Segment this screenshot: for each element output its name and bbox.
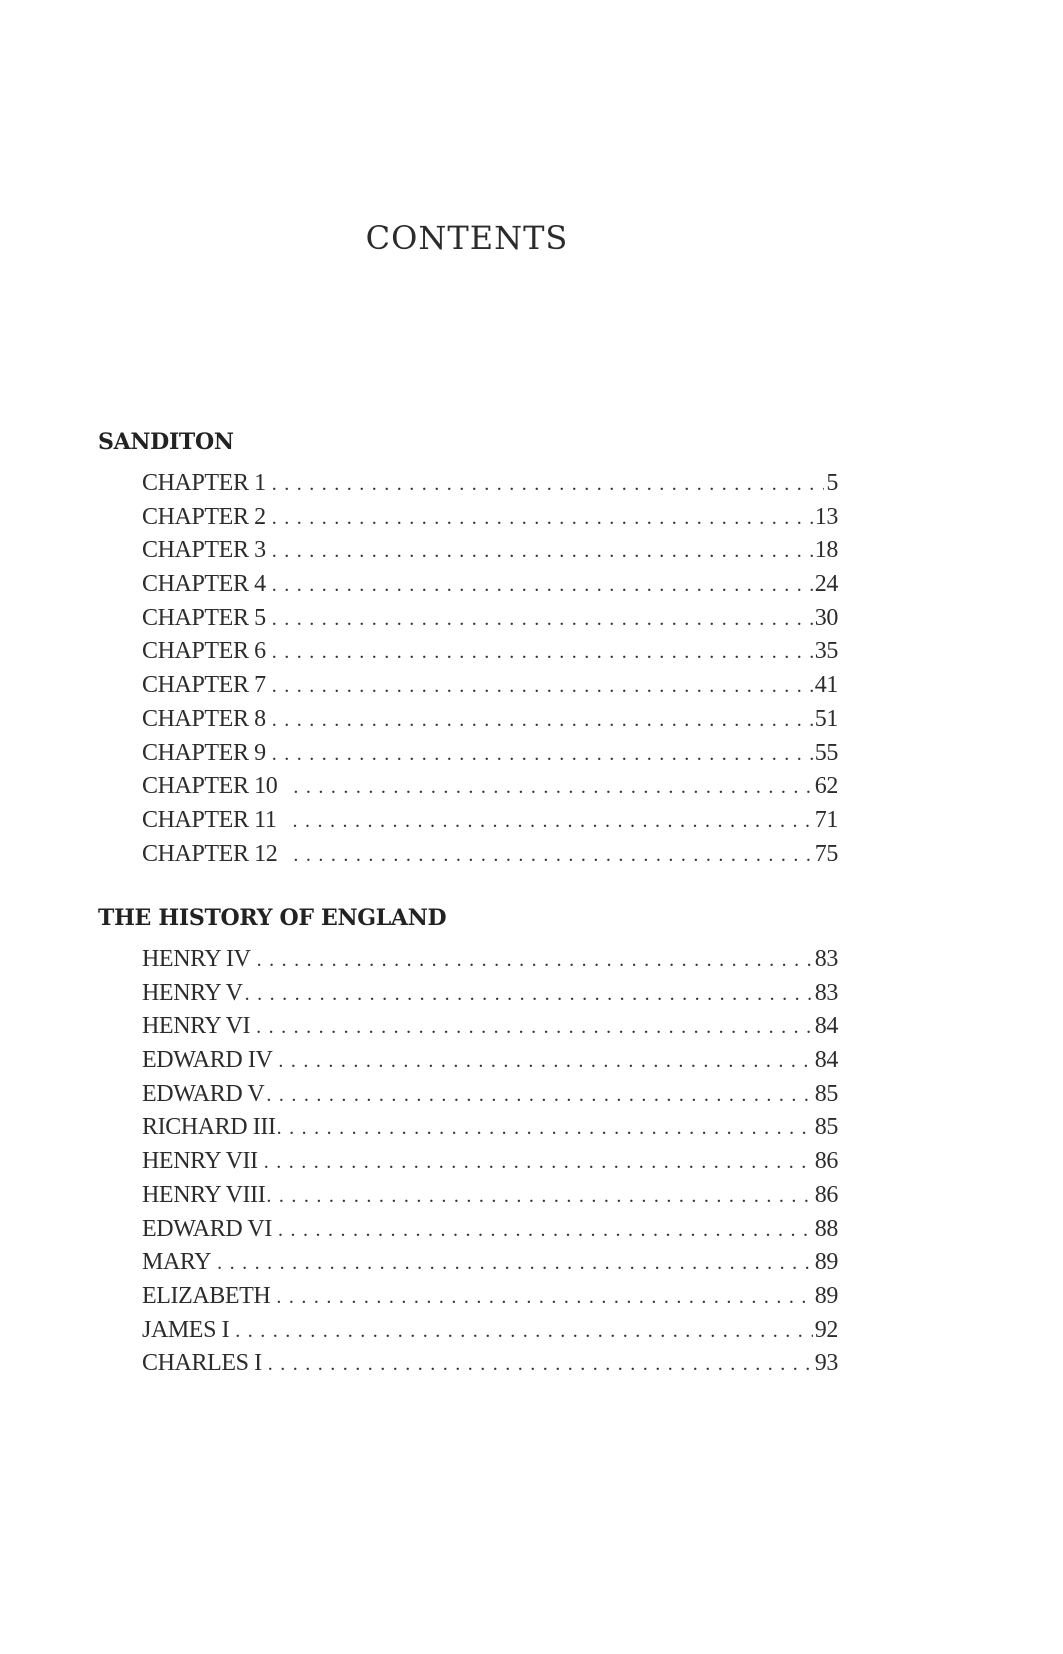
- entry-page-number: 18: [814, 537, 838, 564]
- entry-page-number: 92: [814, 1316, 838, 1343]
- entry-page-number: 88: [814, 1215, 838, 1242]
- entry-label: EDWARD V: [142, 1080, 265, 1107]
- entry-label: CHARLES I: [142, 1350, 262, 1377]
- entry-page-number: 41: [814, 672, 838, 699]
- entry-label: CHAPTER 7: [142, 672, 266, 699]
- entry-label: HENRY V: [142, 979, 243, 1006]
- dot-leader: [276, 1281, 812, 1315]
- dot-leader: [257, 944, 813, 978]
- entry-page-number: 30: [814, 604, 838, 631]
- entry-label: CHAPTER 5: [142, 604, 266, 631]
- toc-entry[interactable]: [142, 1010, 838, 1044]
- entry-page-number: 85: [814, 1080, 838, 1107]
- entry-page-number: 89: [814, 1282, 838, 1309]
- entry-label: CHAPTER 4: [142, 571, 266, 598]
- entry-label: CHAPTER 1: [142, 470, 266, 496]
- entry-label: EDWARD VI: [142, 1215, 272, 1242]
- toc-entry[interactable]: [142, 737, 838, 771]
- dot-leader: [272, 535, 813, 569]
- section-sanditon: [98, 426, 838, 871]
- toc-list: [98, 467, 838, 871]
- dot-leader: [272, 636, 813, 670]
- toc-entry[interactable]: [142, 770, 838, 804]
- dot-leader: [272, 468, 825, 502]
- entry-label: CHAPTER 9: [142, 739, 266, 766]
- toc-entry[interactable]: [142, 804, 838, 838]
- entry-label: CHAPTER 8: [142, 705, 266, 732]
- dot-leader: [245, 978, 813, 1012]
- entry-page-number: 86: [814, 1181, 838, 1208]
- toc-entry[interactable]: [142, 568, 838, 602]
- toc-entry[interactable]: [142, 501, 838, 535]
- entry-label: ELIZABETH: [142, 1282, 271, 1309]
- toc-entry[interactable]: [142, 703, 838, 737]
- entry-label: CHAPTER 6: [142, 638, 266, 665]
- toc-entry[interactable]: [142, 1213, 838, 1247]
- entry-label: HENRY VI: [142, 1013, 251, 1040]
- toc-entry[interactable]: [142, 1145, 838, 1179]
- entry-label: RICHARD III: [142, 1114, 276, 1141]
- page-title: CONTENTS: [365, 219, 569, 258]
- toc-entry[interactable]: [142, 1078, 838, 1112]
- entry-page-number: 71: [814, 806, 838, 833]
- dot-leader: [272, 569, 813, 603]
- toc-entry[interactable]: [142, 1280, 838, 1314]
- toc-entry[interactable]: [142, 635, 838, 669]
- dot-leader: [217, 1247, 813, 1281]
- entry-label: HENRY VIII: [142, 1181, 266, 1208]
- entry-page-number: 62: [814, 773, 838, 800]
- dot-leader: [266, 1180, 812, 1214]
- entry-label: CHAPTER 12: [142, 840, 278, 867]
- section-history-of-england: [98, 902, 838, 1381]
- toc-entry[interactable]: [142, 602, 838, 636]
- entry-label: CHAPTER 3: [142, 537, 266, 564]
- dot-leader: [268, 1348, 813, 1382]
- entry-page-number: 83: [814, 979, 838, 1006]
- entry-page-number: 85: [814, 1114, 838, 1141]
- dot-leader: [292, 805, 812, 839]
- dot-leader: [272, 502, 813, 536]
- entry-label: CHAPTER 2: [142, 503, 266, 530]
- dot-leader: [264, 1146, 813, 1180]
- dot-leader: [272, 603, 813, 637]
- dot-leader: [272, 670, 813, 704]
- entry-label: HENRY VII: [142, 1148, 258, 1175]
- entry-page-number: 84: [814, 1047, 838, 1074]
- dot-leader: [272, 738, 813, 772]
- entry-page-number: 35: [814, 638, 838, 665]
- section-heading: THE HISTORY OF ENGLAND: [98, 905, 447, 931]
- toc-entry[interactable]: [142, 534, 838, 568]
- entry-page-number: 86: [814, 1148, 838, 1175]
- entry-label: HENRY IV: [142, 946, 251, 972]
- entry-page-number: 55: [814, 739, 838, 766]
- dot-leader: [256, 1011, 813, 1045]
- dot-leader: [235, 1315, 813, 1349]
- entry-label: MARY: [142, 1249, 212, 1276]
- entry-page-number: 89: [814, 1249, 838, 1276]
- entry-page-number: 51: [814, 705, 838, 732]
- entry-page-number: 93: [814, 1350, 838, 1377]
- toc-entry[interactable]: [142, 1314, 838, 1348]
- toc-entry[interactable]: [142, 838, 838, 872]
- entry-label: CHAPTER 10: [142, 773, 278, 800]
- entry-label: JAMES I: [142, 1316, 230, 1343]
- dot-leader: [272, 704, 813, 738]
- dot-leader: [293, 771, 812, 805]
- entry-page-number: 24: [814, 571, 838, 598]
- entry-page-number: 75: [814, 840, 838, 867]
- toc-entry[interactable]: [142, 669, 838, 703]
- dot-leader: [278, 1045, 812, 1079]
- entry-page-number: 5: [826, 470, 838, 496]
- toc-entry[interactable]: [142, 943, 838, 977]
- section-heading: SANDITON: [98, 429, 234, 455]
- entry-page-number: 13: [814, 503, 838, 530]
- entry-page-number: 83: [814, 946, 838, 972]
- dot-leader: [278, 1214, 813, 1248]
- toc-entry[interactable]: [142, 1347, 838, 1381]
- entry-label: CHAPTER 11: [142, 806, 277, 833]
- toc-entry[interactable]: [142, 1179, 838, 1213]
- dot-leader: [293, 839, 812, 873]
- toc-entry[interactable]: [142, 1111, 838, 1145]
- toc-entry[interactable]: [142, 1044, 838, 1078]
- dot-leader: [266, 1079, 812, 1113]
- dot-leader: [277, 1112, 813, 1146]
- toc-entry[interactable]: [142, 1246, 838, 1280]
- toc-list: [98, 943, 838, 1381]
- toc-entry[interactable]: [142, 467, 838, 501]
- entry-page-number: 84: [814, 1013, 838, 1040]
- entry-label: EDWARD IV: [142, 1047, 273, 1074]
- toc-entry[interactable]: [142, 977, 838, 1011]
